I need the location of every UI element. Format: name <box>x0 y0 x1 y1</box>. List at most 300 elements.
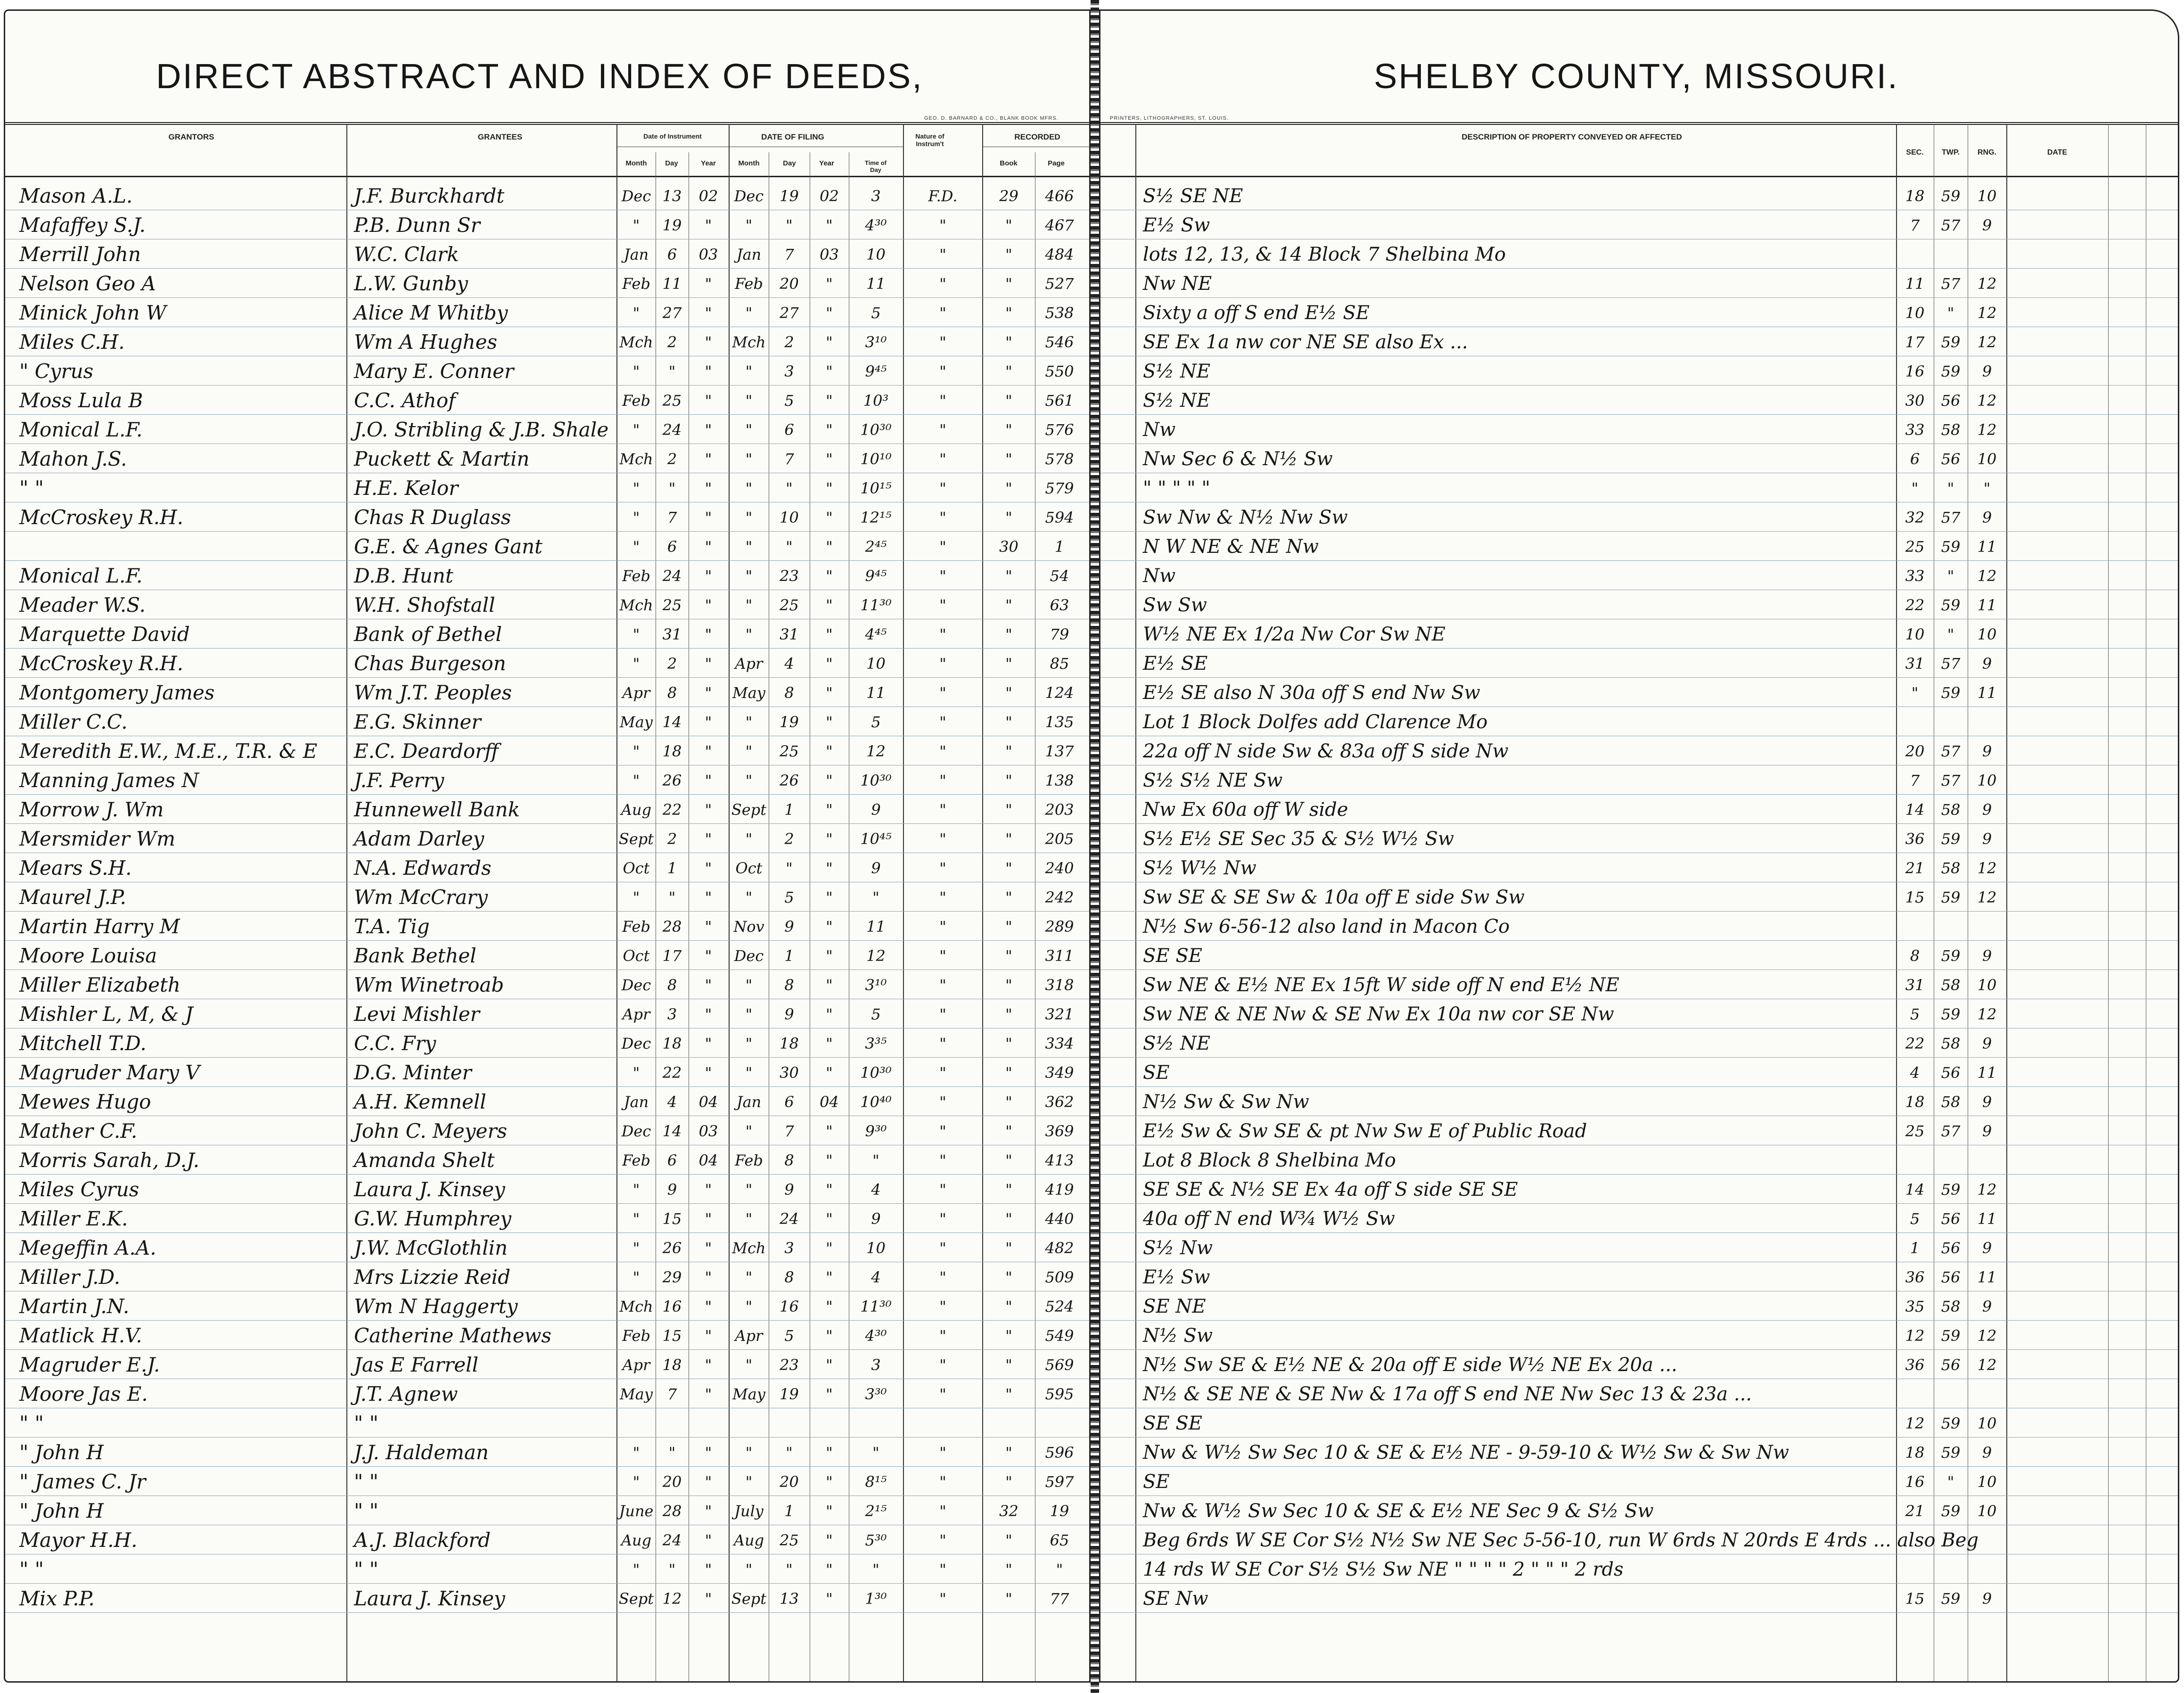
table-row <box>1100 1408 2178 1438</box>
instrument-day-cell: 8 <box>667 684 677 702</box>
rng-cell: 12 <box>1977 1005 1997 1023</box>
book-cell: " <box>1005 772 1012 789</box>
filing-time-cell: 12 <box>866 742 886 760</box>
grantee-cell: Amanda Shelt <box>354 1149 495 1172</box>
rng-cell: 12 <box>1977 304 1997 322</box>
twp-cell: 59 <box>1941 947 1961 965</box>
sec-cell: 7 <box>1910 216 1920 234</box>
description-cell: Nw Sec 6 & N½ Sw <box>1143 448 1333 470</box>
nature-cell: " <box>939 304 946 322</box>
page-cell: 594 <box>1045 509 1074 526</box>
twp-cell: 58 <box>1941 1093 1961 1111</box>
page-cell: 595 <box>1045 1385 1074 1403</box>
filing-month-cell: " <box>745 713 753 731</box>
book-cell: " <box>1005 742 1012 760</box>
book-cell: " <box>1005 918 1012 936</box>
book-cell: " <box>1005 1005 1012 1023</box>
description-cell: E½ SE <box>1143 653 1208 674</box>
rng-cell: 9 <box>1982 830 1992 848</box>
table-row <box>1100 940 2178 970</box>
instrument-year-cell: " <box>705 333 712 351</box>
description-cell: S½ S½ NE Sw <box>1143 770 1283 791</box>
grantor-cell: Mix P.P. <box>19 1587 95 1610</box>
filing-year-cell: " <box>826 742 833 760</box>
twp-cell: " <box>1947 1473 1954 1491</box>
filing-day-cell: 25 <box>780 596 799 614</box>
book-cell: " <box>1005 1151 1012 1169</box>
filing-month-cell: Jan <box>736 246 762 263</box>
page-cell: 569 <box>1045 1356 1074 1374</box>
table-row <box>5 1203 1089 1233</box>
book-cell: " <box>1005 392 1012 410</box>
header-description: DESCRIPTION OF PROPERTY CONVEYED OR AFFECTED <box>1461 132 1682 141</box>
page-cell: 362 <box>1045 1093 1074 1111</box>
instrument-month-cell: " <box>632 888 640 906</box>
sec-cell: 31 <box>1905 655 1925 673</box>
filing-month-cell: " <box>745 450 753 468</box>
header-date: DATE <box>2047 148 2068 156</box>
grantee-cell: John C. Meyers <box>354 1119 507 1142</box>
page-cell: 349 <box>1045 1064 1074 1082</box>
page-cell: 137 <box>1045 742 1074 760</box>
grantee-cell: W.C. Clark <box>354 243 459 266</box>
book-cell: " <box>1005 1473 1012 1491</box>
filing-day-cell: 16 <box>780 1298 799 1315</box>
grantee-cell: C.C. Fry <box>354 1032 436 1055</box>
page-cell: 369 <box>1045 1122 1074 1140</box>
grantee-cell: J.J. Haldeman <box>354 1441 489 1464</box>
sec-cell: 4 <box>1910 1064 1920 1082</box>
table-row <box>1100 1291 2178 1321</box>
instrument-month-cell: Feb <box>622 567 650 585</box>
filing-day-cell: 7 <box>784 450 794 468</box>
header-rule-top-right <box>1100 122 2178 125</box>
filing-year-cell: " <box>826 275 833 293</box>
instrument-year-cell: " <box>705 888 712 906</box>
header-date-of-instrument: Date of Instrument <box>643 132 702 140</box>
filing-day-cell <box>770 1411 809 1437</box>
book-cell: " <box>1005 801 1012 819</box>
filing-month-cell: " <box>745 1444 753 1462</box>
nature-cell: " <box>939 1210 946 1228</box>
table-row <box>5 882 1089 912</box>
filing-time-cell: 10 <box>866 1239 886 1257</box>
grantor-cell: Miller C.C. <box>19 710 128 733</box>
rng-cell: 11 <box>1977 596 1997 614</box>
filing-day-cell: 8 <box>784 684 794 702</box>
table-row <box>5 1466 1089 1496</box>
twp-cell: 56 <box>1941 450 1961 468</box>
instrument-month-cell: " <box>632 362 640 380</box>
nature-cell: " <box>939 246 946 263</box>
filing-year-cell: " <box>826 216 833 234</box>
grantor-cell: Mather C.F. <box>19 1119 138 1142</box>
table-row <box>5 502 1089 532</box>
page-cell: 318 <box>1045 976 1074 994</box>
grantor-cell: " John H <box>19 1499 104 1522</box>
rng-cell: 10 <box>1977 450 1997 468</box>
grantee-cell: Wm N Haggerty <box>354 1295 518 1318</box>
filing-month-cell: Apr <box>735 655 763 673</box>
filing-month-cell: " <box>745 1122 753 1140</box>
instrument-month-cell: Feb <box>622 1327 650 1345</box>
description-cell: N½ & SE NE & SE Nw & 17a off S end NE Nw Sec 13 & 23a ... <box>1143 1383 1752 1405</box>
instrument-month-cell: Dec <box>621 976 651 994</box>
nature-cell: " <box>939 742 946 760</box>
instrument-month-cell: Mch <box>619 333 653 351</box>
book-cell: " <box>1005 421 1012 439</box>
table-row <box>1100 560 2178 590</box>
filing-time-cell: 2⁴⁵ <box>865 538 887 556</box>
book-cell: " <box>1005 1590 1012 1608</box>
filing-year-cell: " <box>826 1268 833 1286</box>
book-cell: 30 <box>999 538 1018 556</box>
instrument-day-cell: 4 <box>667 1093 677 1111</box>
instrument-day-cell: 26 <box>662 772 682 789</box>
book-cell: " <box>1005 859 1012 877</box>
book-cell: " <box>1005 684 1012 702</box>
table-row <box>5 1437 1089 1467</box>
rng-cell: 10 <box>1977 976 1997 994</box>
instrument-day-cell: 14 <box>662 1122 682 1140</box>
nature-cell: " <box>939 1385 946 1403</box>
grantee-cell: Bank of Bethel <box>354 623 502 646</box>
book-cell: " <box>1005 713 1012 731</box>
grantee-cell: A.J. Blackford <box>354 1529 491 1552</box>
instrument-month-cell: Sept <box>618 830 654 848</box>
description-cell: E½ Sw & Sw SE & pt Nw Sw E of Public Road <box>1143 1120 1587 1142</box>
filing-year-cell: " <box>826 509 833 526</box>
filing-time-cell: 1³⁰ <box>865 1590 887 1608</box>
sec-cell: 32 <box>1905 509 1925 526</box>
twp-cell: 59 <box>1941 362 1961 380</box>
twp-cell: 57 <box>1941 509 1961 526</box>
filing-year-cell: " <box>826 625 833 643</box>
book-cell: " <box>1005 567 1012 585</box>
filing-time-cell: 9⁴⁵ <box>865 362 887 380</box>
filing-year-cell: " <box>826 1590 833 1608</box>
nature-cell: " <box>939 538 946 556</box>
nature-cell: " <box>939 596 946 614</box>
page-cell: 482 <box>1045 1239 1074 1257</box>
filing-month-cell: " <box>745 509 753 526</box>
rng-cell: 10 <box>1977 1502 1997 1520</box>
grantee-cell: Hunnewell Bank <box>354 798 520 821</box>
table-row <box>1100 1086 2178 1116</box>
rng-cell: 12 <box>1977 333 1997 351</box>
twp-cell: 59 <box>1941 1590 1961 1608</box>
filing-year-cell: " <box>826 392 833 410</box>
rng-cell: 12 <box>1977 567 1997 585</box>
page-cell: 63 <box>1050 596 1069 614</box>
filing-time-cell: " <box>872 1561 879 1578</box>
sec-cell: 18 <box>1905 187 1925 205</box>
description-cell: SE Ex 1a nw cor NE SE also Ex ... <box>1143 331 1468 353</box>
filing-day-cell: 9 <box>784 1181 794 1199</box>
description-cell: S½ NE <box>1143 1033 1211 1054</box>
instrument-year-cell: " <box>705 1356 712 1374</box>
instrument-month-cell: Dec <box>621 1035 651 1052</box>
page-title-right: SHELBY COUNTY, MISSOURI. <box>1374 57 1899 96</box>
filing-time-cell: 11 <box>866 275 886 293</box>
grantee-cell: E.C. Deardorff <box>354 740 499 763</box>
header-book: Book <box>1000 159 1018 167</box>
description-cell: N½ Sw 6-56-12 also land in Macon Co <box>1143 916 1510 937</box>
page-cell: 419 <box>1045 1181 1074 1199</box>
instrument-day-cell <box>657 1411 688 1437</box>
filing-month-cell <box>730 1411 768 1437</box>
filing-day-cell: 20 <box>780 275 799 293</box>
sec-cell: 25 <box>1905 1122 1925 1140</box>
grantor-cell: Mears S.H. <box>19 856 132 879</box>
table-row <box>5 1233 1089 1262</box>
table-row <box>1100 1262 2178 1291</box>
instrument-month-cell: Aug <box>621 1531 652 1549</box>
grantee-cell: Wm A Hughes <box>354 330 498 353</box>
table-row <box>5 1320 1089 1350</box>
table-row <box>1100 853 2178 882</box>
table-row <box>1100 414 2178 444</box>
filing-year-cell: " <box>826 362 833 380</box>
grantee-cell: G.E. & Agnes Gant <box>354 535 543 558</box>
page-cell: 124 <box>1045 684 1074 702</box>
description-cell: S½ NE <box>1143 390 1211 411</box>
filing-day-cell: 30 <box>780 1064 799 1082</box>
grantor-cell: " " <box>19 1412 44 1435</box>
filing-time-cell: 5 <box>871 304 881 322</box>
book-cell: " <box>1005 596 1012 614</box>
filing-year-cell: " <box>826 947 833 965</box>
sec-cell: 12 <box>1905 1414 1925 1432</box>
book-cell: " <box>1005 246 1012 263</box>
filing-month-cell: " <box>745 830 753 848</box>
nature-cell: " <box>939 216 946 234</box>
filing-month-cell: " <box>745 1064 753 1082</box>
grantee-cell: T.A. Tig <box>354 915 430 938</box>
filing-day-cell: 5 <box>784 1327 794 1345</box>
header-filing-year: Year <box>819 159 834 167</box>
table-row <box>5 268 1089 298</box>
twp-cell: " <box>1947 479 1954 497</box>
rng-cell: 9 <box>1982 509 1992 526</box>
description-cell: SE NE <box>1143 1296 1206 1317</box>
description-cell: Sixty a off S end E½ SE <box>1143 302 1370 324</box>
filing-month-cell: " <box>745 392 753 410</box>
page-cell: 85 <box>1050 655 1069 673</box>
table-row <box>5 823 1089 853</box>
filing-month-cell: May <box>732 1385 765 1403</box>
table-row <box>1100 1116 2178 1145</box>
filing-day-cell: " <box>786 479 793 497</box>
instrument-month-cell: Sept <box>618 1590 654 1608</box>
instrument-day-cell: 2 <box>667 333 677 351</box>
grantee-cell: Adam Darley <box>354 827 484 850</box>
filing-month-cell: " <box>745 479 753 497</box>
rng-cell: 12 <box>1977 1356 1997 1374</box>
grantee-cell: Jas E Farrell <box>354 1353 478 1376</box>
table-row <box>5 210 1089 239</box>
filing-day-cell: 10 <box>780 509 799 526</box>
nature-cell: " <box>939 1151 946 1169</box>
filing-day-cell: 19 <box>780 713 799 731</box>
twp-cell: 56 <box>1941 1239 1961 1257</box>
filing-month-cell: " <box>745 1473 753 1491</box>
twp-cell <box>1935 1557 1967 1583</box>
twp-cell: 58 <box>1941 801 1961 819</box>
filing-time-cell: 9 <box>871 1210 881 1228</box>
grantor-cell: Meredith E.W., M.E., T.R. & E <box>19 740 318 763</box>
description-cell: SE SE <box>1143 945 1202 967</box>
page-cell: 334 <box>1045 1035 1074 1052</box>
grantee-cell: G.W. Humphrey <box>354 1207 512 1230</box>
rng-cell: 9 <box>1982 742 1992 760</box>
instrument-month-cell: Aug <box>621 801 652 819</box>
grantor-cell: Maurel J.P. <box>19 886 126 909</box>
grantor-cell: Matlick H.V. <box>19 1324 142 1347</box>
description-cell: S½ E½ SE Sec 35 & S½ W½ Sw <box>1143 828 1454 850</box>
book-cell: " <box>1005 1327 1012 1345</box>
nature-cell: " <box>939 1561 946 1578</box>
page-cell: 1 <box>1054 538 1065 556</box>
twp-cell <box>1935 914 1967 940</box>
sec-cell: 33 <box>1905 421 1925 439</box>
sec-cell: 16 <box>1905 1473 1925 1491</box>
nature-cell: " <box>939 1502 946 1520</box>
table-row <box>5 999 1089 1028</box>
nature-cell: " <box>939 772 946 789</box>
nature-cell: " <box>939 713 946 731</box>
table-row <box>1100 1496 2178 1525</box>
twp-cell: 59 <box>1941 830 1961 848</box>
grantee-cell: W.H. Shofstall <box>354 593 495 616</box>
instrument-year-cell: " <box>705 567 712 585</box>
filing-time-cell: 5 <box>871 713 881 731</box>
nature-cell: " <box>939 479 946 497</box>
instrument-month-cell: Feb <box>622 275 650 293</box>
table-row <box>5 239 1089 269</box>
instrument-month-cell: " <box>632 538 640 556</box>
filing-year-cell: " <box>826 538 833 556</box>
filing-day-cell: " <box>786 216 793 234</box>
filing-month-cell: Nov <box>733 918 764 936</box>
instrument-month-cell: June <box>619 1502 654 1520</box>
book-cell: " <box>1005 625 1012 643</box>
table-row <box>5 1408 1089 1438</box>
filing-day-cell: 9 <box>784 918 794 936</box>
table-row <box>1100 502 2178 532</box>
filing-year-cell: " <box>826 304 833 322</box>
rng-cell: 10 <box>1977 625 1997 643</box>
instrument-month-cell: May <box>620 713 653 731</box>
filing-day-cell: 8 <box>784 1268 794 1286</box>
twp-cell: 59 <box>1941 333 1961 351</box>
page-cell: 135 <box>1045 713 1074 731</box>
book-cell: " <box>1005 1093 1012 1111</box>
filing-year-cell: " <box>826 567 833 585</box>
instrument-month-cell: Feb <box>622 1151 650 1169</box>
instrument-day-cell: 22 <box>662 801 682 819</box>
instrument-day-cell: 22 <box>662 1064 682 1082</box>
rng-cell: 9 <box>1982 1298 1992 1315</box>
printer-imprint-right: PRINTERS, LITHOGRAPHERS, ST. LOUIS. <box>1110 115 1229 121</box>
instrument-day-cell: 14 <box>662 713 682 731</box>
grantor-cell: Manning James N <box>19 769 199 792</box>
book-cell: " <box>1005 1298 1012 1315</box>
filing-day-cell: " <box>786 1444 793 1462</box>
filing-time-cell: " <box>872 1444 879 1462</box>
filing-month-cell: " <box>745 1268 753 1286</box>
header-rule-top <box>5 122 1089 125</box>
instrument-year-cell: " <box>705 947 712 965</box>
rng-cell: 12 <box>1977 392 1997 410</box>
twp-cell <box>1935 1381 1967 1408</box>
filing-month-cell: " <box>745 421 753 439</box>
instrument-year-cell: " <box>705 625 712 643</box>
instrument-year-cell: " <box>705 1005 712 1023</box>
table-row <box>5 911 1089 941</box>
twp-cell: 58 <box>1941 859 1961 877</box>
table-row <box>5 940 1089 970</box>
nature-cell: " <box>939 1531 946 1549</box>
sec-cell: 5 <box>1910 1210 1920 1228</box>
grantee-cell: Laura J. Kinsey <box>354 1587 505 1610</box>
description-cell: S½ W½ Nw <box>1143 857 1256 879</box>
filing-year-cell: " <box>826 1327 833 1345</box>
grantor-cell: Magruder E.J. <box>19 1353 160 1376</box>
table-row <box>1100 297 2178 327</box>
instrument-day-cell: 31 <box>662 625 682 643</box>
book-cell: " <box>1005 1561 1012 1578</box>
filing-year-cell: " <box>826 421 833 439</box>
rng-cell: 9 <box>1982 1035 1992 1052</box>
instrument-day-cell: 19 <box>662 216 682 234</box>
description-cell: Nw NE <box>1143 273 1212 295</box>
instrument-day-cell: 2 <box>667 450 677 468</box>
nature-cell: " <box>939 684 946 702</box>
book-cell: " <box>1005 1268 1012 1286</box>
instrument-day-cell: 20 <box>662 1473 682 1491</box>
rng-cell: 10 <box>1977 1473 1997 1491</box>
table-row <box>1100 239 2178 269</box>
grantor-cell: Monical L.F. <box>19 564 143 587</box>
table-row <box>5 385 1089 415</box>
rng-cell: 9 <box>1982 1122 1992 1140</box>
instrument-day-cell: 1 <box>667 859 677 877</box>
instrument-year-cell: " <box>705 1502 712 1520</box>
rng-cell: 12 <box>1977 275 1997 293</box>
filing-time-cell: 10 <box>866 655 886 673</box>
page-cell: 549 <box>1045 1327 1074 1345</box>
nature-cell: F.D. <box>928 187 958 205</box>
description-cell: " " " " " <box>1143 477 1210 499</box>
nature-cell: " <box>939 275 946 293</box>
table-row <box>5 1554 1089 1584</box>
instrument-year-cell: " <box>705 1590 712 1608</box>
filing-day-cell: 18 <box>780 1035 799 1052</box>
sec-cell: 10 <box>1905 625 1925 643</box>
page-cell: 579 <box>1045 479 1074 497</box>
filing-time-cell: 9⁴⁵ <box>865 567 887 585</box>
instrument-day-cell: 29 <box>662 1268 682 1286</box>
rng-cell: 11 <box>1977 1268 1997 1286</box>
nature-cell: " <box>939 830 946 848</box>
filing-day-cell: 6 <box>784 421 794 439</box>
table-row <box>5 356 1089 386</box>
grantor-cell: Mafaffey S.J. <box>19 214 146 237</box>
book-cell: " <box>1005 1356 1012 1374</box>
nature-cell: " <box>939 1035 946 1052</box>
rng-cell: 9 <box>1982 216 1992 234</box>
